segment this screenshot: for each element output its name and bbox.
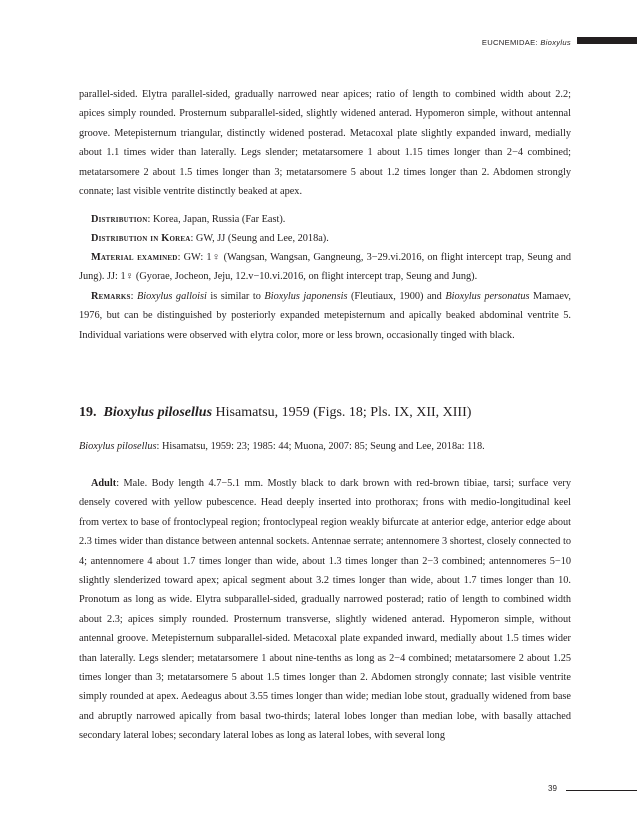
running-head-family: EUCNEMIDAE: [481,38,541,47]
distribution-label: Distribution [91,214,148,225]
remarks-paragraph [79,287,571,345]
material-label: Material examined [91,252,178,263]
synonymy-species: Bioxylus pilosellus [79,441,157,452]
running-head-genus: Bioxylus [540,38,571,47]
remarks-label: Remarks [91,291,131,302]
remarks-species-1: Bioxylus galloisi [136,291,207,302]
distribution-korea-text: : GW, JJ (Seung and Lee, 2018a). [190,233,329,244]
running-head [482,38,571,47]
species-number: 19. [79,405,97,420]
folio-rule [566,790,637,791]
remarks-text-2: is similar to [206,291,265,302]
running-head-bar [577,37,637,44]
remarks-species-3: Bioxylus personatus [445,291,530,302]
description-continued: parallel-sided. Elytra parallel-sided, gradually narrowed near apices; ratio of length to combined width about 2.2; apices simply rounded. Prosternum subparallel-sided, slightly widened anterad. Hypomeron simple, without antennal groove. Metepisternum triangular, distinctly widened posterad. Metacoxal plate slightly expanded inward, medially about 1.1 times wider than laterally. Legs slender; metatarsomere 1 about 1.15 times longer than 2−4 combined; metatarsomere 2 about 1.5 times longer than 3; metatarsomere 5 about 1.2 times longer than 2. Abdomen strongly connate; last visible ventrite distinctly beaked at apex. [79,89,571,198]
distribution-paragraph [79,210,571,229]
distribution-korea-label: Distribution in Korea [91,233,191,244]
species-name: Bioxylus pilosellus [103,405,213,420]
synonymy-paragraph [79,437,571,456]
species-heading-rest: Hisamatsu, 1959 (Figs. 18; Pls. IX, XII, XIII) [212,405,472,420]
adult-label: Adult [91,478,117,489]
remarks-text-4: Mamaev, 1976, but can be distinguished by posteriorly expanded metepisternum and apically beaked abdominal ventrite 5. Individual variations were observed with elytra color, more or less brown, occasionally tinged with black. [79,291,571,341]
synonymy-text: : Hisamatsu, 1959: 23; 1985: 44; Muona, 2007: 85; Seung and Lee, 2018a: 118. [156,441,485,452]
material-text: : GW: 1♀ (Wangsan, Wangsan, Gangneung, 3−29.vi.2016, on flight intercept trap, Seung and Jung). JJ: 1♀ (Gyorae, Jocheon, Jeju, 12.v−10.vi.2016, on flight intercept trap, Seung and Jung). [79,252,571,283]
adult-text: : Male. Body length 4.7−5.1 mm. Mostly black to dark brown with red-brown tibiae, tarsi; surface very densely covered with yellow pubescence. Head deeply inserted into prothorax; frons with medio-longitudinal keel from vertex to base of frontoclypeal region; frontoclypeal region weakly bifurcate at anterior edge, anterior edge about 2.3 times wider than distance between antennal sockets. Antennae serrate; antennomere 3 shortest, closely connected to 4; antennomere 4 about 1.7 times longer than wide, about 1.3 times longer than 2−3 combined; antennomeres 5−10 slightly slenderized toward apex; apical segment about 3.2 times longer than wide, about 1.7 times longer than 10. Pronotum as long as wide. Elytra subparallel-sided, gradually narrowed posterad; ratio of length to combined width about 2.3; apices simply rounded. Prosternum transverse, slightly widened anterad. Hypomeron simple, without antennal groove. Metepisternum subparallel-sided. Metacoxal plate expanded inward, medially about 1.5 times wider than laterally. Legs slender; metatarsomere 1 about nine-tenths as long as 2−4 combined; metatarsomere 2 about 1.25 times longer than 3; metatarsomere 5 about 1.5 times longer than 2. Abdomen strongly connate; last visible ventrite simply rounded at apex. Aedeagus about 3.55 times longer than wide; median lobe stout, gradually widened from base and abruptly narrowed apically from basal two-thirds; lateral lobes longer than median lobe, with basally attached secondary lateral lobes; secondary lateral lobes as long as lateral lobes, with several long [79,478,571,742]
remarks-text-3: (Fleutiaux, 1900) and [347,291,446,302]
remarks-species-2: Bioxylus japonensis [264,291,348,302]
page-number: 39 [548,784,557,793]
species-heading [79,403,579,423]
distribution-korea-paragraph [79,229,571,248]
adult-paragraph [79,474,571,746]
material-paragraph [79,248,571,287]
distribution-text: : Korea, Japan, Russia (Far East). [147,214,286,225]
remarks-text-1: : [130,291,137,302]
